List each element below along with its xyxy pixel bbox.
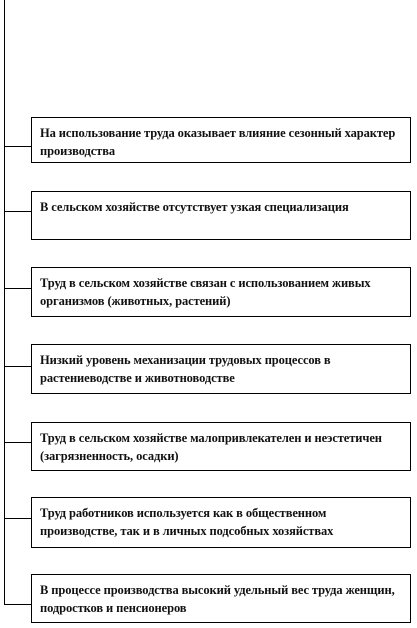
connector-line-6: [4, 518, 32, 519]
feature-text-1: На использование труда оказывает влияние сезонный характер производства: [40, 126, 396, 158]
feature-box-4: [31, 344, 411, 394]
feature-text-6: Труд работников используется как в общественном производстве, так и в личных подсобных хозяйствах: [40, 506, 334, 538]
connector-line-4: [4, 366, 32, 367]
connector-line-7: [4, 604, 32, 605]
connector-line-5: [4, 442, 32, 443]
feature-box-7: [31, 574, 411, 623]
connector-line-3: [4, 288, 32, 289]
feature-text-5: Труд в сельском хозяйстве малопривлекателен и неэстетичен (загрязненность, осадки): [40, 431, 382, 463]
feature-text-7: В процессе производства высокий удельный вес труда женщин, подростков и пенсионеров: [40, 583, 395, 615]
feature-box-2: [31, 191, 411, 240]
feature-text-4: Низкий уровень механизации трудовых процессов в растениеводстве и животноводстве: [40, 353, 331, 385]
feature-box-3: [31, 267, 411, 317]
connector-line-1: [4, 146, 32, 147]
vertical-spine-line: [4, 0, 5, 605]
feature-box-1: [31, 117, 411, 163]
feature-box-6: [31, 497, 411, 548]
feature-text-3: Труд в сельском хозяйстве связан с использованием живых организмов (животных, растений): [40, 276, 371, 308]
feature-text-2: В сельском хозяйстве отсутствует узкая специализация: [40, 200, 349, 214]
feature-box-5: [31, 422, 411, 471]
connector-line-2: [4, 211, 32, 212]
